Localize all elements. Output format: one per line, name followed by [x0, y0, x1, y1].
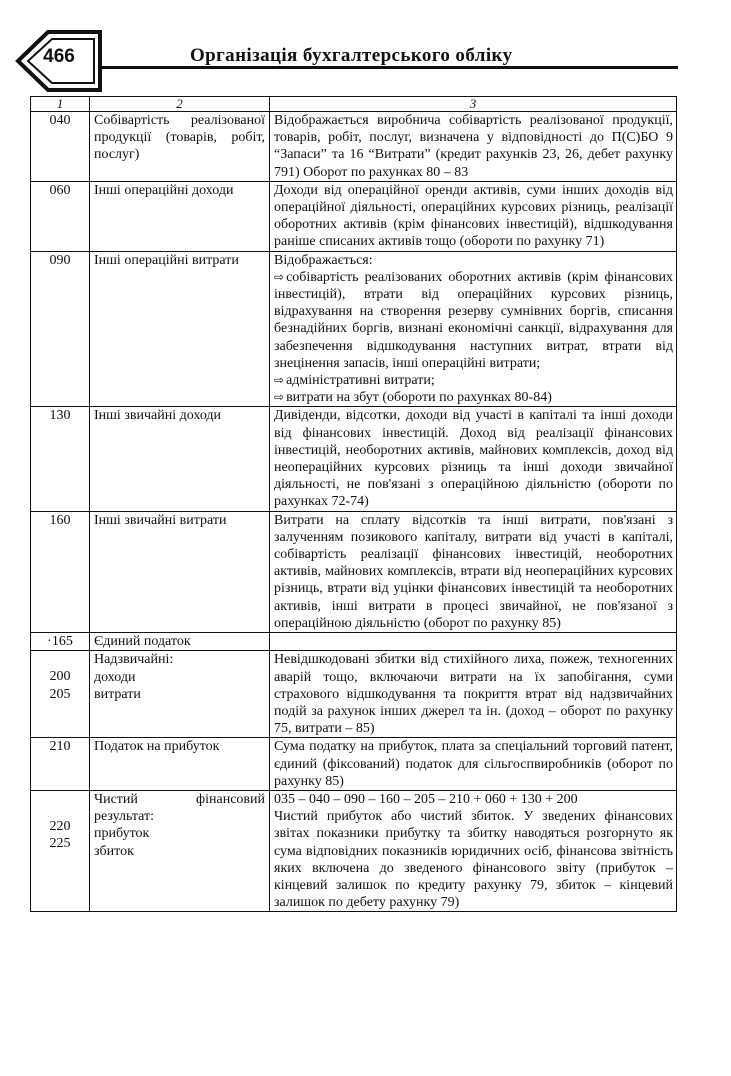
row-description — [270, 251, 677, 407]
hollow-arrow-icon: ⇨ — [274, 390, 285, 405]
list-item-text: витрати на збут (обороти по рахунках 80-84) — [286, 390, 552, 406]
row-subname: збиток — [94, 843, 134, 859]
column-number-1: 1 — [31, 97, 90, 112]
row-name: Інші звичайні витрати — [90, 511, 270, 632]
row-name: Інші звичайні доходи — [90, 407, 270, 511]
report-lines-table — [30, 96, 677, 912]
row-description: Доходи від операційної оренди активів, суми інших доходів від операційної діяльності, операційних курсових різниць, реалізації оборотних активів (крім фінансових інвестицій), відшкодування раніше списаних активів тощо (обороти по рахунку 71) — [270, 181, 677, 251]
column-number-3: 3 — [270, 97, 677, 112]
row-name-heading: Надзвичайні: — [94, 652, 174, 668]
list-item — [274, 389, 673, 406]
row-subname: доходи — [94, 669, 136, 685]
spacer — [33, 651, 87, 668]
description-text: Чистий прибуток або чистий збиток. У зведених фінансових звітах показники прибутку та збитку наводяться розгорнуто як сума відповідних показників юридичних осіб, фінансова звітність яких включена до зведеного фінансового звіту (прибуток – кінцевий залишок по кредиту рахунку 79, збиток – кінцевий залишок по дебету рахунку 79) — [274, 809, 673, 911]
row-code: 160 — [31, 511, 90, 632]
heading-word: Чистий — [94, 791, 138, 807]
row-code: 210 — [31, 738, 90, 791]
description-intro: Відображається: — [274, 252, 373, 268]
column-number-2: 2 — [90, 97, 270, 112]
row-code: 040 — [31, 112, 90, 182]
row-description: Відображається виробнича собівартість реалізованої продукції, товарів, робіт, послуг, визначена у відповідності до П(С)БО 9 “Запаси” та 16 “Витрати” (кредит рахунків 23, 26, дебет рахунку 791) Оборот по рахунках 80 – 83 — [270, 112, 677, 182]
list-item — [274, 372, 673, 389]
row-code: ·165 — [31, 633, 90, 651]
row-name-heading — [94, 791, 265, 808]
row-name: Інші операційні витрати — [90, 251, 270, 407]
row-code: 060 — [31, 181, 90, 251]
row-codes — [31, 790, 90, 911]
hollow-arrow-icon: ⇨ — [274, 373, 285, 388]
row-code: 225 — [49, 836, 71, 852]
table-row — [31, 181, 677, 251]
row-codes — [31, 651, 90, 738]
row-name: Собівартість реалізованої продукції (товарів, робіт, послуг) — [90, 112, 270, 182]
row-name — [90, 651, 270, 738]
table-row — [31, 511, 677, 632]
table-row — [31, 251, 677, 407]
row-code: 200 — [49, 669, 71, 685]
heading-word: фінансовий — [196, 791, 265, 807]
row-description: Сума податку на прибуток, плата за спеціальний торговий патент, єдиний (фіксований) податок для сільгоспвиробників (оборот по рахунку 85) — [270, 738, 677, 791]
row-code: 205 — [49, 686, 71, 702]
header-rule — [100, 66, 678, 69]
list-item-text: собівартість реалізованих оборотних активів (крім фінансових інвестицій), втрати від операційних курсових різниць, відрахування на створення резерву сумнівних боргів, списання безнадійних боргів, визнані економічні санкції, відрахування для забезпечення відшкодування наступних витрат, втрати від знецінення запасів, інші операційні витрати; — [274, 269, 673, 371]
row-subname: прибуток — [94, 826, 150, 842]
page-header — [0, 0, 731, 100]
row-description — [270, 790, 677, 911]
row-description — [270, 633, 677, 651]
table-header-row — [31, 97, 677, 112]
table-row — [31, 407, 677, 511]
row-description: Дивіденди, відсотки, доходи від участі в капіталі та інші доходи від фінансових інвестицій. Доход від реалізації фінансових інвестицій, необоротних активів, майнових комплексів, доход від неопераційних курсових різниць та інші доходи звичайної діяльності, не пов'язані з операційною діяльністю (обороти по рахунках 72-74) — [270, 407, 677, 511]
row-code: 090 — [31, 251, 90, 407]
table-row — [31, 633, 677, 651]
row-name-heading: результат: — [94, 809, 154, 825]
row-subname: витрати — [94, 686, 141, 702]
running-title: Організація бухгалтерського обліку — [190, 45, 513, 66]
spacer — [33, 791, 87, 808]
table-row — [31, 651, 677, 738]
page-number: 466 — [43, 46, 75, 67]
row-description: Невідшкодовані збитки від стихійного лиха, пожеж, техногенних аварій тощо, включаючи витрати на їх запобігання, суми страхового відшкодування та покриття втрат від надзвичайних подій за рахунок інших джерел та ін. (доход – оборот по рахунку 75, витрати – 85) — [270, 651, 677, 738]
table-row — [31, 112, 677, 182]
row-name: Єдиний податок — [90, 633, 270, 651]
table-row — [31, 738, 677, 791]
row-name: Інші операційні доходи — [90, 181, 270, 251]
list-item — [274, 269, 673, 372]
row-name — [90, 790, 270, 911]
row-name: Податок на прибуток — [90, 738, 270, 791]
list-item-text: адміністративні витрати; — [286, 373, 435, 389]
row-code: 220 — [49, 818, 71, 834]
table-row — [31, 790, 677, 911]
formula: 035 – 040 – 090 – 160 – 205 – 210 + 060 + 130 + 200 — [274, 791, 578, 807]
row-description: Витрати на сплату відсотків та інші витрати, пов'язані з залученням позикового капіталу, витрати від участі в капіталі, собівартість реалізації фінансових інвестицій, необоротних активів, майнових комплексів, втрати від неопераційних курсових різниць, втрати від уцінки фінансових інвестицій та необоротних активів, інші витрати в процесі звичайної, не пов'язаної з операційною діяльністю (оборот по рахунку 85) — [270, 511, 677, 632]
hollow-arrow-icon: ⇨ — [274, 269, 285, 284]
spacer — [33, 808, 87, 818]
row-code: 130 — [31, 407, 90, 511]
